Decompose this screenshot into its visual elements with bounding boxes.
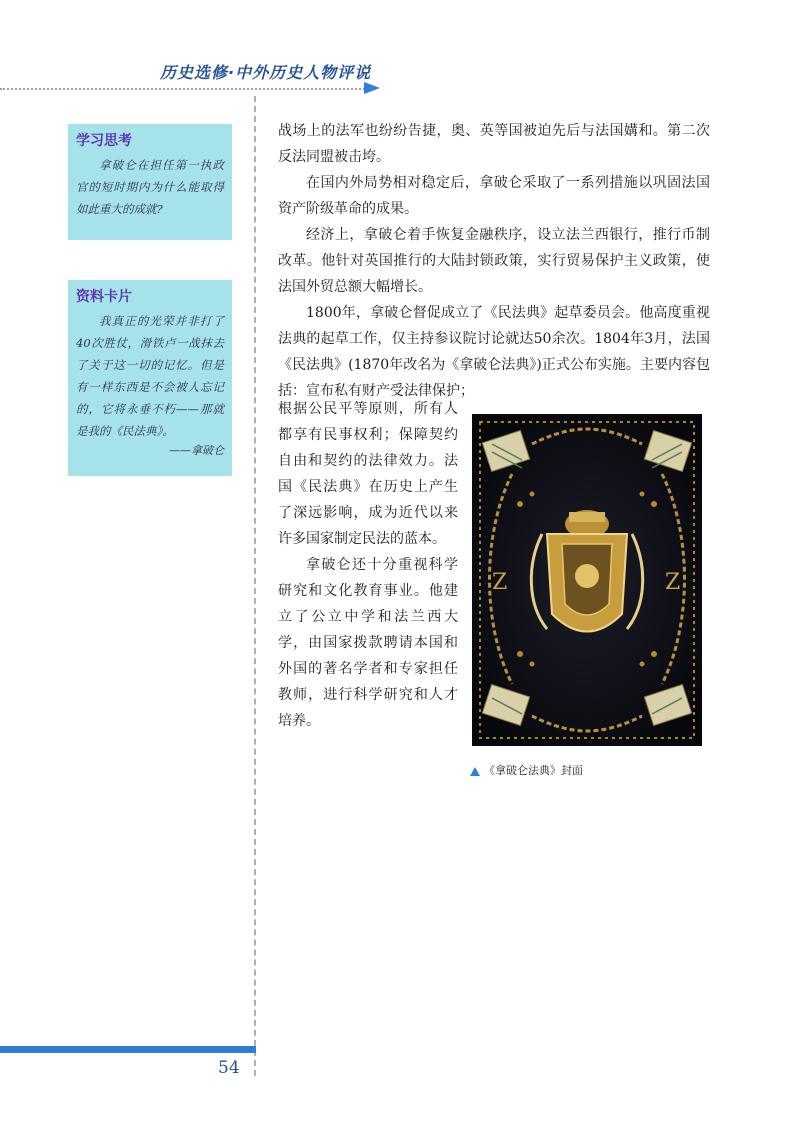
svg-text:Z: Z [492,570,508,595]
svg-text:Z: Z [665,570,681,595]
main-body-text [278,118,710,404]
info-card-title: 资料卡片 [76,289,132,305]
footer-accent-bar [0,1046,256,1053]
figure-caption [470,762,583,778]
study-think-text: 拿破仑在担任第一执政官的短时期内为什么能取得如此重大的成就? [76,158,224,216]
caption-triangle-icon [470,767,480,776]
study-think-title: 学习思考 [76,133,132,149]
info-card-text: 我真正的光荣并非打了40次胜仗，滑铁卢一战抹去了关于这一切的记忆。但是有一样东西是不会被人忘记的，它将永垂不朽——那就是我的《民法典》。 [76,314,224,438]
napoleonic-code-cover-image [472,414,702,746]
study-think-box [68,124,232,240]
page-number: 54 [218,1058,240,1078]
wrapped-body-text [278,396,458,734]
header-arrow-icon [364,82,380,94]
paragraph-4-continued: 根据公民平等原则，所有人都享有民事权利；保障契约自由和契约的法律效力。法国《民法典》在历史上产生了深远影响，成为近代以来许多国家制定民法的蓝本。 [278,401,458,547]
paragraph-5: 拿破仑还十分重视科学研究和文化教育事业。他建立了公立中学和法兰西大学，由国家拨款聘请本国和外国的著名学者和专家担任教师，进行科学研究和人才培养。 [278,557,458,729]
info-card-box [68,280,232,476]
info-card-signature: ——拿破仑 [169,444,224,457]
paragraph-2: 在国内外局势相对稳定后，拿破仑采取了一系列措施以巩固法国资产阶级革命的成果。 [278,175,710,217]
cover-illustration [472,414,702,746]
paragraph-4: 1800年，拿破仑督促成立了《民法典》起草委员会。他高度重视法典的起草工作，仅主持参议院讨论就达50余次。1804年3月，法国《民法典》(1870年改名为《拿破仑法典》)正式公布实施。主要内容包括：宣布私有财产受法律保护； [278,305,710,399]
paragraph-1: 战场上的法军也纷纷告捷，奥、英等国被迫先后与法国媾和。第二次反法同盟被击垮。 [278,123,710,165]
header-dotted-rule [0,88,372,90]
book-series-title: 历史选修·中外历史人物评说 [160,63,372,82]
column-divider [254,96,256,1076]
paragraph-3: 经济上，拿破仑着手恢复金融秩序，设立法兰西银行，推行币制改革。他针对英国推行的大陆封锁政策，实行贸易保护主义政策，使法国外贸总额大幅增长。 [278,227,710,295]
caption-text: 《拿破仑法典》封面 [484,764,583,777]
